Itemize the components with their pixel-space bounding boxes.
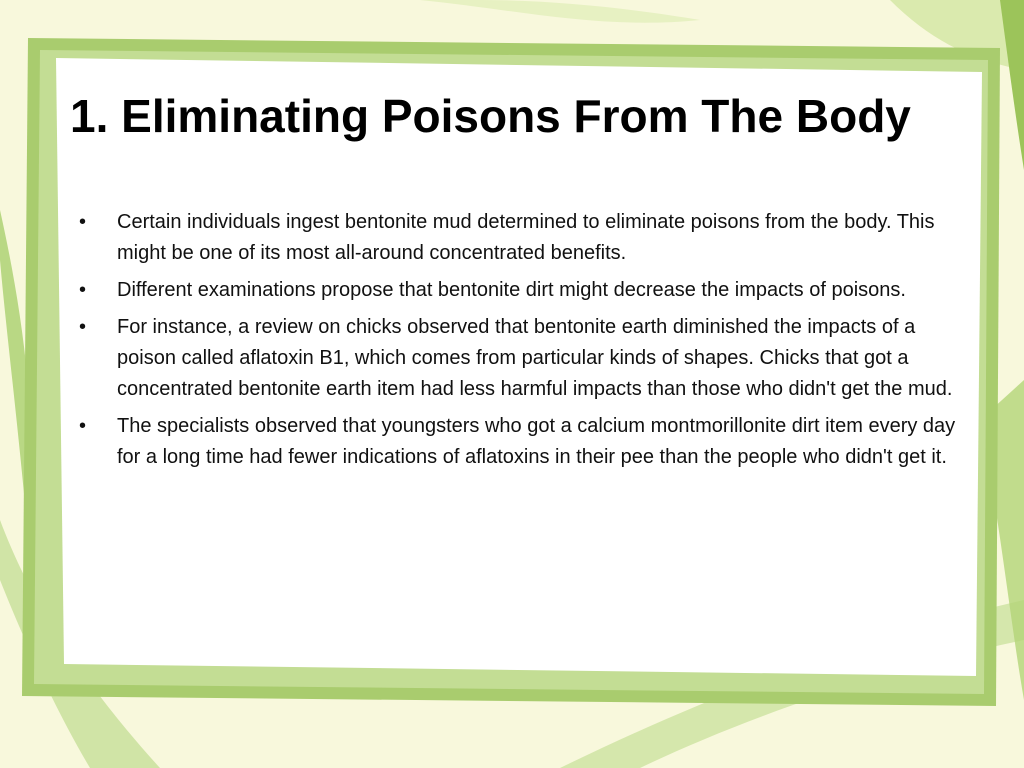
slide-title: 1. Eliminating Poisons From The Body — [70, 90, 911, 142]
bullet-text: Different examinations propose that bentonite dirt might decrease the impacts of poisons. — [117, 279, 906, 301]
bullet-icon: • — [79, 211, 87, 233]
bullet-item — [76, 275, 956, 306]
bullet-item — [76, 207, 956, 269]
bullet-icon: • — [79, 316, 87, 338]
bullet-icon: • — [79, 415, 87, 437]
bullet-text: For instance, a review on chicks observed that bentonite earth diminished the impacts of a poison called aflatoxin B1, which comes from particular kinds of shapes. Chicks that got a concentrated bentonite earth item had less harmful impacts than those who didn't get the mud. — [117, 316, 953, 400]
bullet-list — [76, 207, 956, 479]
bullet-item — [76, 312, 956, 405]
bullet-icon: • — [79, 279, 87, 301]
bullet-item — [76, 411, 956, 473]
bullet-text: The specialists observed that youngsters who got a calcium montmorillonite dirt item every day for a long time had fewer indications of aflatoxins in their pee than the people who didn't get it. — [117, 415, 956, 468]
bullet-text: Certain individuals ingest bentonite mud determined to eliminate poisons from the body. This might be one of its most all-around concentrated benefits. — [117, 211, 935, 264]
